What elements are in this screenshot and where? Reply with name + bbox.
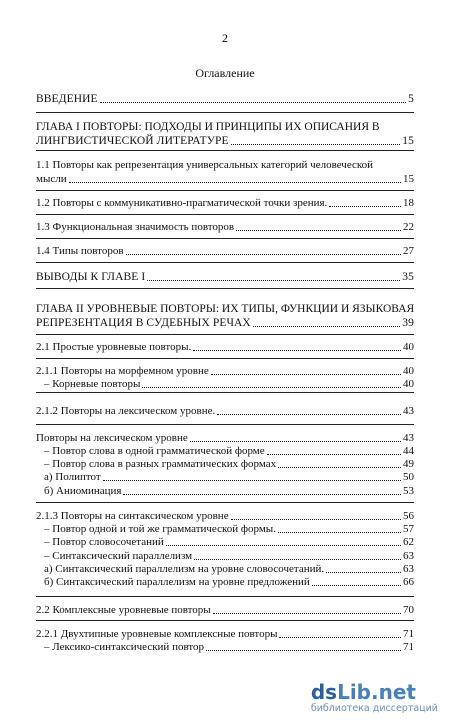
toc-entry-page: 40: [403, 365, 414, 377]
toc-entry-page: 43: [403, 432, 414, 444]
toc-entry-line1: ГЛАВА I ПОВТОРЫ: ПОДХОДЫ И ПРИНЦИПЫ ИХ ОПИСАНИЯ В: [36, 121, 380, 133]
page-number: 2: [222, 31, 228, 45]
toc-entry-text: мысли: [36, 173, 67, 185]
toc-entry[interactable]: [36, 244, 414, 258]
separator-line: [36, 262, 414, 263]
toc-entry[interactable]: [36, 562, 414, 576]
toc-entry[interactable]: [36, 220, 414, 234]
toc-entry-text: – Корневые повторы: [44, 378, 141, 390]
toc-entry[interactable]: [36, 172, 414, 186]
watermark-logo: dsLib.net: [310, 680, 416, 704]
separator-line: [36, 190, 414, 191]
separator-line: [36, 358, 414, 359]
toc-entry[interactable]: [36, 404, 414, 418]
toc-entry-page: 5: [408, 93, 414, 105]
toc-entry-page: 43: [403, 405, 414, 417]
toc-entry[interactable]: [36, 444, 414, 458]
toc-entry[interactable]: [36, 627, 414, 641]
toc-entry-page: 49: [403, 458, 414, 470]
toc-entry[interactable]: [36, 431, 414, 445]
toc-entry[interactable]: [36, 316, 414, 330]
toc-entry-text: 2.1 Простые уровневые повторы.: [36, 341, 192, 353]
toc-entry-text: 2.1.1 Повторы на морфемном уровне: [36, 365, 209, 377]
toc-entry-page: 18: [403, 197, 414, 209]
toc-title: Оглавление: [195, 66, 255, 80]
toc-entry-line1: 1.1 Повторы как репрезентация универсальных категорий человеческой: [36, 159, 374, 171]
separator-line: [36, 392, 414, 393]
toc-entry-page: 40: [403, 341, 414, 353]
toc-entry-text: 1.3 Функциональная значимость повторов: [36, 221, 235, 233]
separator-line: [36, 112, 414, 113]
toc-entry-page: 71: [403, 641, 414, 653]
toc-entry[interactable]: [36, 92, 414, 106]
toc-entry[interactable]: [36, 549, 414, 563]
toc-entry[interactable]: [36, 134, 414, 148]
separator-line: [36, 150, 414, 151]
toc-entry-page: 40: [403, 378, 414, 390]
toc-entry[interactable]: [36, 196, 414, 210]
toc-entry-text: 1.2 Повторы с коммуникативно-прагматической точки зрения.: [36, 197, 328, 209]
separator-line: [36, 238, 414, 239]
toc-entry-text: а) Полиптот: [44, 471, 101, 483]
toc-entry-page: 22: [403, 221, 414, 233]
watermark: [311, 682, 438, 714]
toc-entry-page: 39: [402, 317, 414, 329]
toc-entry-page: 62: [403, 536, 414, 548]
toc-entry-text: ВЫВОДЫ К ГЛАВЕ I: [36, 271, 146, 283]
toc-entry[interactable]: [36, 377, 414, 391]
toc-entry-page: 70: [403, 604, 414, 616]
toc-entry-text: – Синтаксический параллелизм: [44, 550, 193, 562]
separator-line: [36, 596, 414, 597]
toc-entry[interactable]: [36, 457, 414, 471]
toc-entry[interactable]: [36, 484, 414, 498]
toc-entry-page: 66: [403, 576, 414, 588]
toc-entry-page: 15: [403, 173, 414, 185]
toc-entry-text: 1.4 Типы повторов: [36, 245, 124, 257]
separator-line: [36, 502, 414, 503]
toc-entry[interactable]: [36, 522, 414, 536]
toc-entry-text: Повторы на лексическом уровне: [36, 432, 188, 444]
toc-entry[interactable]: [36, 470, 414, 484]
toc-entry-page: 44: [403, 445, 414, 457]
toc-entry-text: а) Синтаксический параллелизм на уровне словосочетаний.: [44, 563, 325, 575]
toc-entry[interactable]: [36, 364, 414, 378]
toc-entry[interactable]: [36, 270, 414, 284]
toc-entry[interactable]: [36, 640, 414, 654]
toc-entry-page: 27: [403, 245, 414, 257]
toc-entry-page: 63: [403, 563, 414, 575]
toc-entry[interactable]: [36, 340, 414, 354]
toc-entry[interactable]: [36, 535, 414, 549]
separator-line: [36, 424, 414, 425]
toc-entry-page: 57: [403, 523, 414, 535]
toc-entry-line1: ГЛАВА II УРОВНЕВЫЕ ПОВТОРЫ: ИХ ТИПЫ, ФУНКЦИИ И ЯЗЫКОВАЯ: [36, 303, 415, 315]
toc-entry-page: 15: [402, 135, 414, 147]
watermark-subtitle: библиотека диссертаций: [310, 703, 438, 714]
toc-entry-text: ВВЕДЕНИЕ: [36, 93, 98, 105]
toc-entry-text: – Повтор одной и той же грамматической формы.: [44, 523, 276, 535]
toc-entry-text: б) Синтаксический параллелизм на уровне предложений: [44, 576, 310, 588]
separator-line: [36, 214, 414, 215]
separator-line: [36, 620, 414, 621]
toc-entry-text: ЛИНГВИСТИЧЕСКОЙ ЛИТЕРАТУРЕ: [36, 135, 229, 147]
toc-entry-text: – Повтор слова в разных грамматических формах: [44, 458, 277, 470]
toc-entry-text: – Повтор словосочетаний: [44, 536, 164, 548]
toc-entry-text: 2.2.1 Двухтипные уровневые комплексные повторы: [36, 628, 278, 640]
toc-entry-page: 56: [403, 510, 414, 522]
separator-line: [36, 334, 414, 335]
toc-entry-page: 35: [402, 271, 414, 283]
toc-entry-text: 2.1.3 Повторы на синтаксическом уровне: [36, 510, 229, 522]
toc-entry[interactable]: [36, 603, 414, 617]
toc-entry-page: 63: [403, 550, 414, 562]
toc-entry-page: 53: [403, 485, 414, 497]
toc-entry-text: – Повтор слова в одной грамматической форме: [44, 445, 265, 457]
toc-entry-text: б) Аниоминация: [44, 485, 122, 497]
toc-entry-page: 71: [403, 628, 414, 640]
separator-line: [36, 288, 414, 289]
toc-entry-page: 50: [403, 471, 414, 483]
toc-entry-text: РЕПРЕЗЕНТАЦИЯ В СУДЕБНЫХ РЕЧАХ: [36, 317, 251, 329]
toc-entry-text: 2.2 Комплексные уровневые повторы: [36, 604, 211, 616]
toc-entry-text: 2.1.2 Повторы на лексическом уровне.: [36, 405, 216, 417]
toc-entry[interactable]: [36, 509, 414, 523]
toc-entry[interactable]: [36, 575, 414, 589]
toc-entry-text: – Лексико-синтаксический повтор: [44, 641, 205, 653]
